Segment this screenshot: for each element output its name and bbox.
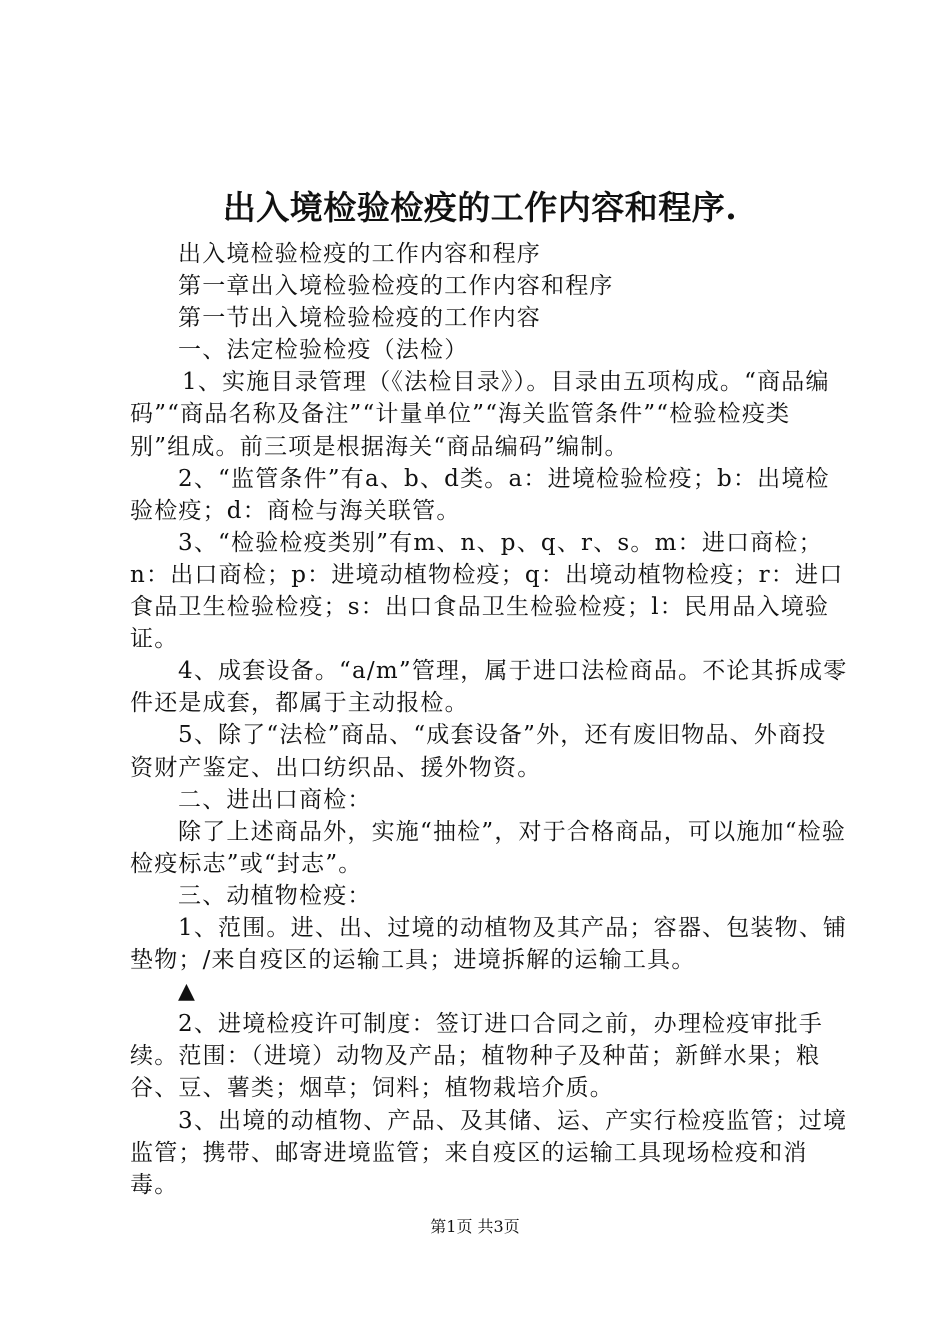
triangle-marker-icon: ▲ (178, 979, 197, 1005)
paragraph-heading-quarantine: 三、动植物检疫： (178, 882, 372, 909)
paragraph-item-5: 5、除了“法检”商品、“成套设备”外，还有废旧物品、外商投资财产鉴定、出口纺织品、援外物资。 (130, 722, 827, 781)
paragraph-item-1: 1、实施目录管理（《法检目录》）。目录由五项构成。“商品编码”“商品名称及备注”“计量单位”“海关监管条件”“检验检疫类别”组成。前三项是根据海关“商品编码”编制。 (130, 369, 830, 460)
paragraph-subtitle: 出入境检验检疫的工作内容和程序 (178, 241, 541, 267)
paragraph-section-heading: 第一节出入境检验检疫的工作内容 (178, 305, 541, 332)
paragraph-item-3: 3、“检验检疫类别”有m、n、p、q、r、s。m：进口商检；n：出口商检；p：进境动植物检疫；q：出境动植物检疫；r：进口食品卫生检验检疫；s：出口食品卫生检验检疫；l：民用品入境验证。 (130, 529, 844, 653)
paragraph-item-4: 4、成套设备。“a/m”管理，属于进口法检商品。不论其拆成零件还是成套，都属于主动报检。 (130, 658, 848, 717)
document-body (130, 238, 850, 1201)
paragraph-chapter-heading: 第一章出入境检验检疫的工作内容和程序 (178, 273, 614, 300)
paragraph-heading-import-export: 二、进出口商检： (178, 786, 372, 813)
document-title: 出入境检验检疫的工作内容和程序. (222, 188, 738, 227)
paragraph-quarantine-scope: 1、范围。进、出、过境的动植物及其产品；容器、包装物、铺垫物；/来自疫区的运输工具；进境拆解的运输工具。 (130, 914, 848, 974)
paragraph-item-2: 2、“监管条件”有a、b、d类。a：进境检验检疫；b：出境检验检疫；d：商检与海关联管。 (130, 465, 830, 524)
paragraph-heading-legal-inspection: 一、法定检验检疫（法检） (178, 337, 469, 364)
paragraph-quarantine-permit: 2、进境检疫许可制度：签订进口合同之前，办理检疫审批手续。范围：（进境）动物及产品；植物种子及种苗；新鲜水果；粮谷、豆、薯类；烟草；饲料；植物栽培介质。 (130, 1011, 824, 1102)
paragraph-spot-check: 除了上述商品外，实施“抽检”，对于合格商品，可以施加“检验检疫标志”或“封志”。 (130, 818, 847, 877)
page-footer: 第1页 共3页 (430, 1217, 520, 1236)
paragraph-quarantine-supervision: 3、出境的动植物、产品、及其储、运、产实行检疫监管；过境监管；携带、邮寄进境监管；来自疫区的运输工具现场检疫和消毒。 (130, 1107, 848, 1198)
